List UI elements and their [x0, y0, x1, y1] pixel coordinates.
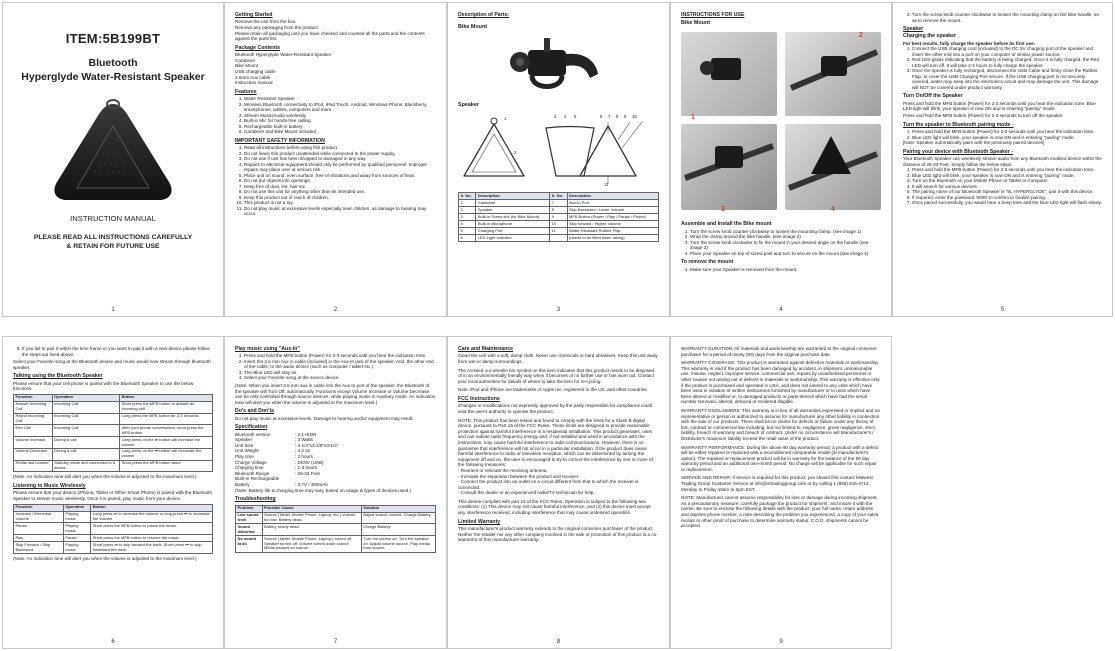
fcc-measures	[458, 468, 659, 496]
cell: Pause	[63, 535, 90, 542]
spec-key: Unit Weight	[235, 448, 259, 454]
step-item: 4. Select your Favorite song at the source device.	[244, 375, 436, 381]
col-header: Operation	[63, 504, 90, 511]
recycling-text: The crossed out wheelie bin symbol on this item indicates that this product needs to be disposed of in an environmentally friendly way when it becomes of no further use or has worn out. Contact your local authorities for details of where to take the item for re-cycling.	[458, 367, 655, 384]
spec-key: Bluetooth version	[235, 431, 271, 437]
page-number: 5	[1000, 307, 1005, 313]
table-row	[14, 460, 213, 472]
cell: MFB Button (Power / Play / Pause / Phone)	[567, 214, 659, 221]
cell: Volume Increase	[14, 437, 53, 449]
callout-10: 10	[632, 114, 637, 120]
page-2	[224, 2, 447, 317]
troubleshooting-heading: Troubleshooting	[235, 496, 276, 503]
cell: Built-in Microphone	[476, 221, 550, 228]
step-item: 4. It will search for various devices.	[912, 184, 1102, 190]
bike-mount-image	[458, 32, 659, 100]
callout-11: 11	[604, 182, 609, 188]
cell: Source (Tablet, Mobile Phone, Laptop, etc.) Volume too low. Battery dead.	[262, 512, 361, 524]
cell: After your phone conversation, short press the MFB button	[120, 425, 213, 437]
warranty-disclaimers: WARRANTY DISCLAIMERS: This warranty is in lieu of all warranties expressed or implied and no representative or person is authorized to assume for manufacturer any other liability in connection with the sale of our products. There shall be no claims for defects or failure under any theory of tort, contract or commercial law including, but not limited to, negligence, gross negligence, strict liability, breach of warranty and breach of contract. Under no circumstance will Manufacturer's / Distributor's maximum liability exceed the retail value of the product.	[681, 407, 880, 441]
spec-key: Built-In Rechargeable	[235, 476, 280, 482]
page-3	[447, 2, 670, 317]
feature-item: 1. Water Resistant Speaker	[244, 96, 436, 102]
table-row	[236, 524, 436, 536]
assemble-heading: Assemble and Install the Bike mount	[681, 221, 772, 228]
table-header-row	[236, 505, 436, 512]
cell: Short press the MFB button twice	[120, 460, 213, 472]
cell: Reject Incoming Call	[14, 413, 53, 425]
callout-2: 2	[514, 150, 517, 156]
charging-intro: For best results, fully charge the speaker before its first use.	[903, 40, 1035, 46]
step-item: 2. Turn the screw knob counter-clockwise to loosen the mounting clamp on the bike handle, so as to remove the mount.	[912, 12, 1102, 23]
warranty-performance: WARRANTY PERFORMANCE: During the above 90 day warranty period, a product with a defect will be either repaired or replaced with a reconditioned comparable model (at manufacturer's option). The repaired or replacement product will be in warranty for the balance of the 90 day warranty period and an additional one-month period. No charge will be applicable for such repair or replacement.	[681, 444, 879, 472]
page-7-content	[235, 346, 436, 630]
table-row	[14, 425, 213, 437]
cell: Incoming Call	[52, 413, 119, 425]
remove-heading: To remove the mount	[681, 259, 734, 266]
spec-value: : 2.1+EDR	[295, 431, 317, 437]
table-row	[236, 536, 436, 553]
getting-started-heading: Getting Started	[235, 12, 273, 18]
callout-9: 9	[624, 114, 627, 120]
page-number: 1	[111, 307, 115, 313]
cell: Low sound level	[236, 512, 263, 524]
cell: 1	[459, 200, 476, 207]
music-note: (Note: An Indication tone will alert you when the volume is adjusted to the maximum level.)	[13, 555, 197, 561]
charging-steps	[903, 46, 1102, 90]
table-row	[14, 401, 213, 413]
cell: 11	[550, 228, 567, 235]
features-list	[235, 96, 436, 135]
step-item: 8. If you fail to pair it within the time frame or you want to pair it with a new device please follow the steps out lined above.	[22, 346, 213, 357]
spec-value: : 3.7V / 300mAh	[295, 482, 328, 488]
table-row	[14, 523, 213, 535]
pair-device-intro: Your Bluetooth Speaker can wirelessly stream audio from any Bluetooth enabled device within the distance of 26-33 Feet. Simply follow the below steps.	[903, 156, 1102, 167]
cell: 7	[550, 200, 567, 207]
trademark-text: Note: iPod and iPhone are trademarks of Apple Inc. registered in the US, and other countries.	[458, 387, 648, 393]
dos-donts-heading: Do's and Don'ts	[235, 408, 275, 415]
step-item: 5. The pairing name of our Bluetooth Speaker is "5L HYPERGLYDE", pair it with this device.	[912, 189, 1102, 195]
shipping-note: NOTE: Manufacturer cannot assume responsibility for loss or damage during incoming shipment. As a precautionary measure, carefully package the product for shipment, and insure it with the carrier. Be sure to enclose the following details with the product: your full name, return address and daytime phone number, a note describing the problem you experienced, a copy of your sales receipt or other proof of purchase to determine warranty status. C.O.D. shipments cannot be accepted.	[681, 495, 879, 529]
cell: Short press the MFB button to answer an incoming call	[120, 401, 213, 413]
page-8	[447, 336, 670, 649]
step-item: 3. Turn the screw knob clockwise to fix the mount in your desired angle on the handle (see image 3)	[690, 240, 881, 251]
step-item: 3. Turn on the Bluetooth on your Mobile Phone or Tablet or Computer.	[912, 178, 1102, 184]
specification-heading: Specification	[235, 424, 268, 431]
cell: Speaker	[476, 207, 550, 214]
bike-mount-label: Bike Mount	[681, 20, 711, 27]
table-row	[236, 512, 436, 524]
page-number: 2	[333, 307, 338, 313]
table-header-row	[14, 394, 213, 401]
onoff-text	[903, 101, 1102, 119]
aux-heading: Play music using "Aux-In"	[235, 346, 300, 352]
feature-item: 3. Stream Music/Audio wirelessly	[244, 113, 436, 119]
cell: Volume Decrease	[14, 448, 53, 460]
safety-item: 8. Do not use this unit for anything other than its intended use.	[244, 189, 436, 195]
care-heading: Care and Maintenance	[458, 346, 514, 352]
warranty-heading: Limited Warranty	[458, 518, 501, 525]
cell: Skip forward / Higher Volume	[567, 221, 659, 228]
contents-item: Bike Mount	[235, 63, 258, 69]
title-line-2: Hyperglyde Water-Resistant Speaker	[21, 71, 205, 83]
pairing-steps-cont	[13, 346, 213, 357]
page-6	[2, 336, 224, 649]
assemble-steps	[681, 229, 881, 257]
page-6-content	[13, 346, 213, 630]
speaker-heading: Speaker	[903, 26, 924, 32]
col-header: Description	[476, 193, 550, 200]
gs-line-3: Please retain all packaging until you have checked and counted all the parts and the contents against the parts list.	[235, 30, 425, 42]
spec-note: (Note: Battery life & charging time may vary, based on usage & types of devices used.)	[235, 487, 412, 493]
image-mark-3: 3	[721, 206, 725, 214]
col-header: Solution	[361, 505, 435, 512]
step-item: 1. Turn the screw knob counter-clockwise to loosen the mounting clamp. (see image 1)	[690, 229, 881, 235]
cell: Aux-In Port	[567, 200, 659, 207]
step-item: 1. Press and hold the MFB button (Power) for 2-3 seconds until you hear the indication tone.	[244, 353, 436, 359]
item-number: ITEM:5B199BT	[65, 31, 161, 46]
cell: Short press the MFB button to resume the music	[91, 535, 213, 542]
step-item: 6. If required, enter the password '0000' to confirm to finalize pairing.	[912, 195, 1102, 201]
cell: End Call	[14, 425, 53, 437]
features-heading: Features	[235, 88, 257, 95]
cell: Long press the MFB button for 2-3 seconds	[120, 413, 213, 425]
page-5-content	[903, 12, 1102, 298]
specification-list	[235, 432, 436, 488]
page-number: 7	[333, 639, 338, 645]
instruction-manual-label: INSTRUCTION MANUAL	[70, 214, 156, 223]
getting-started-text	[235, 19, 436, 41]
warranty-duration: WARRANTY DURATION: All materials and workmanship are warranted to the original consumer purchaser for a period of ninety (90) days from the original purchase date.	[681, 346, 877, 357]
col-header: Button	[120, 394, 213, 401]
measure-item: - Increase the separation between the product and receiver.	[458, 473, 580, 479]
step-item: 2. Insert the 3.5 mm Aux in cable (included) in the Aux-In jack of the speaker. And, the other end of the cable, to the audio device (such as computer / tablet etc.).	[244, 359, 436, 370]
col-header: Function	[14, 394, 53, 401]
pairing-steps	[903, 129, 1102, 140]
page-number: 4	[779, 307, 783, 313]
page-8-content	[458, 346, 659, 630]
cell: Long press on the ⏭ button will increase the volume	[120, 437, 213, 449]
pair-device-steps	[903, 167, 1102, 206]
cell: (needs to be lifted when taking)	[567, 235, 659, 242]
col-header: Problem	[236, 505, 263, 512]
step-item: 1. Connect the USB charging cord (included) to the DC 5V charging port of the speaker and insert the other end into a port on your computer or similar power source.	[912, 46, 1102, 57]
cell: Redial last number	[14, 460, 53, 472]
spec-key: Battery	[235, 482, 250, 488]
step-item: 1. Press and hold the MFB button (Power) for 2-3 seconds until you hear the indication tone.	[912, 167, 1102, 173]
fcc-text-1: Changes or modifications not expressly approved by the party responsible for compliance could void the user's authority to operate the product.	[458, 403, 653, 414]
feature-item: 6. Carabiner and Bike Mount included	[244, 129, 436, 135]
speaker-label: Speaker	[458, 102, 479, 109]
step-item: 1. Make sure your Speaker is removed from the mount.	[690, 267, 881, 273]
col-header: Description	[567, 193, 659, 200]
talking-heading: Talking using the Bluetooth Speaker	[13, 373, 103, 380]
spec-key: Play time	[235, 454, 254, 460]
cell: Battery nearly dead.	[262, 524, 361, 536]
cell: Play	[14, 535, 64, 542]
description-of-parts-heading: Description of Parts:	[458, 12, 510, 18]
cell: Adjust source volume. Charge Battery.	[361, 512, 435, 524]
step-item: 3. Once the speaker is fully recharged, disconnect the USB Cable and firmly close the Rubber Flap, to cover the USB Charging Port secure. If the USB charging port is not securely covered, water may seep into the electronics circuit and may damage the unit. This damage will NOT be covered under product warranty.	[912, 68, 1102, 90]
spec-key: Charge Voltage	[235, 459, 267, 465]
cell: During a call	[52, 448, 119, 460]
cell: Built-in Screw slot (for Bike Mount)	[476, 214, 550, 221]
cell: During a call	[52, 437, 119, 449]
callout-1: 1	[504, 116, 507, 122]
cell: Incoming Call	[52, 425, 119, 437]
spec-key: Charging time	[235, 465, 264, 471]
warranty-text: This manufacturer's product warranty extends to the original consumer purchaser of the product. Neither the retailer nor any other company involved in the sale or promotion of this product is a co-warrantor of this manufacturer warranty.	[458, 526, 658, 543]
music-heading: Listening to Music Wirelessly	[13, 483, 86, 490]
safety-list	[235, 145, 436, 217]
package-contents-list	[235, 52, 436, 86]
feature-item: 5. Rechargeable built-in battery	[244, 124, 436, 130]
fcc-text-3: This device complies with part 15 of the FCC Rules. Operation is subject to the following two conditions: (1) This device may not cause harmful interference, and (2) this device must accept any interference received, including interference that may cause undesired operation.	[458, 498, 651, 516]
safety-item: 6. Do not put objects into openings.	[244, 178, 436, 184]
spec-value: : 1-3 hours	[295, 465, 317, 471]
dos-donts-text: Do not play music at excessive levels. Damage to hearing and/or equipment may result.	[235, 415, 414, 421]
callout-7: 7	[608, 114, 611, 120]
package-contents-heading: Package Contents	[235, 44, 280, 51]
read-line-1: PLEASE READ ALL INSTRUCTIONS CAREFULLY	[33, 234, 193, 241]
table-row	[14, 511, 213, 523]
warranty-coverage: WARRANTY COVERAGE: This product is warranted against defective materials or workmanship. This warranty is void if the product has been damaged by accident, in shipment, unreasonable use, misuse, neglect, improper service, commercial use, repairs by unauthorized personnel or other causes not arising out of defects in materials or workmanship. This warranty is effective only if the product is purchased and operated in USA, and does not extend to any units which have been used in violation of written instructions furnished by manufacturer or to units which have been altered or modified or, to damaged products or parts thereof which have had the serial number removed, altered, defaced or rendered illegible.	[681, 360, 880, 405]
music-table	[13, 504, 213, 554]
cell: Short press ⏭ to skip forward the track. Short press ⏮ to skip backward the track.	[91, 542, 213, 554]
measure-item: - Connect the product into an outlet on a circuit different from that to which the receiver is connected.	[458, 479, 639, 490]
cell: Charging Port	[476, 228, 550, 235]
cell: 9	[550, 214, 567, 221]
music-intro: Please ensure that your device (iPhone, Tablet or Other Smart Phone) is paired with the Bluetooth Speaker to stream music wirelessly. Once it is paired, play music from your device.	[13, 490, 213, 502]
cell: Answer Incoming Call	[14, 401, 53, 413]
product-title	[3, 56, 223, 84]
table-row	[459, 214, 659, 221]
image-mark-4: 4	[831, 206, 835, 214]
cell: Incoming Call	[52, 401, 119, 413]
cell: 3	[459, 214, 476, 221]
measure-item: - Reorient or relocate the receiving antenna.	[458, 467, 548, 473]
page-number: 8	[556, 639, 561, 645]
col-header: Operation	[52, 394, 119, 401]
cell: Turn the source on. Turn the speaker on. Adjust volume source. Play media from source.	[361, 536, 435, 553]
speaker-parts-diagram	[458, 110, 659, 190]
cell: Carabiner	[476, 200, 550, 207]
cell: 8	[550, 207, 567, 214]
contents-item: Carabiner	[235, 57, 256, 63]
mount-photo-shapes	[681, 28, 881, 218]
table-header-row	[459, 193, 659, 200]
page-9	[670, 336, 892, 649]
step-item: 2. Wrap the clamp around the bike handle. (see image 2)	[690, 234, 881, 240]
bike-mount-label: Bike Mount	[458, 24, 488, 31]
safety-item: 7. Keep free of dust, lint, hair etc.	[244, 184, 436, 190]
callout-8: 8	[616, 114, 619, 120]
table-row	[14, 437, 213, 449]
table-row	[14, 448, 213, 460]
cell: 5	[459, 228, 476, 235]
cell: LED Light Indicator	[476, 235, 550, 242]
spec-value: : DC5V (USB)	[295, 459, 324, 465]
cell: Long press ⏭ to increase the volume or long press ⏮ to decrease the volume	[91, 511, 213, 523]
step-item: 3. The Blue LED will stay on.	[244, 370, 436, 376]
image-mark-2: 2	[859, 32, 863, 40]
page-1-cover	[2, 2, 224, 317]
spec-value: : 26-33 Feet	[295, 470, 320, 476]
calls-table	[13, 394, 213, 473]
cell: Long press on the ⏮ button will decrease the volume	[120, 448, 213, 460]
contents-item: Bluetooth Hyperglyde Water-Resistant Speaker	[235, 52, 332, 58]
pair-device-heading: Pairing your device with Bluetooth Speaker -	[903, 148, 1014, 155]
step-item: 2. Blue LED light will blink, your speaker is now ON and is entering "pairing" mode.	[912, 135, 1102, 141]
onoff-para: Press and hold the MFB button (Power) for 2-3 seconds to turn off the speaker.	[903, 113, 1064, 119]
safety-item: 11. Do not play music at excessive levels especially near children, as damage to hearing may occur.	[244, 206, 436, 217]
feature-item: 2. Wireless Bluetooth connectivity to iPod, iPod Touch, Android, Windows Phone, Blackberry, smartphones, tablets, computers and more.	[244, 102, 436, 113]
spec-key: Bluetooth Range	[235, 470, 270, 476]
contents-item: 3.5mm Aux cable	[235, 74, 271, 80]
onoff-para: Press and hold the MFB button (Power) for 2-3 seconds until you hear the indication tone. Blue LED light will blink, your speaker is now ON and is entering "pairing" mode.	[903, 100, 1096, 112]
fcc-text-2: NOTE: This product has been tested and found to comply with the limits for a Class B digital device, pursuant to Part 15 of the FCC Rules. These limits are designed to provide reasonable protection against harmful interference in a residential installation. This product generates, uses and can radiate radio frequency energy and, if not installed and used in accordance with the instructions, may cause harmful interference to radio communications. However, there is no guarantee that interference will not occur in a particular installation. If the product does cause harmful interference to radio or television reception, which can be determined by turning the equipment off and on, the user is encouraged to try to correct the interference by one or more of the following measures:	[458, 417, 653, 468]
col-header: Function	[14, 504, 64, 511]
safety-item: 10. This product is not a toy.	[244, 200, 436, 206]
step-item: 2. Red LED glows indicating that the battery is being charged. Once it is fully charged, the Red LED will turn off. It will take 2-3 hours to fully charge the speaker.	[912, 57, 1102, 68]
parts-table	[458, 192, 659, 242]
page-number: 3	[556, 307, 561, 313]
safety-item: 3. Do not use if unit has been dropped or damaged in any way.	[244, 156, 436, 162]
step-item: 7. Once paired successfully, you would hear a beep tone and the blue LED light will flash slowly.	[912, 200, 1102, 206]
safety-heading: IMPORTANT SAFETY INFORMATION	[235, 137, 325, 144]
contents-item: Instruction manual	[235, 80, 273, 86]
safety-item: 1. Read all instructions before using this product.	[244, 145, 436, 151]
page-3-content	[458, 12, 659, 298]
page-number: 9	[779, 639, 783, 645]
calls-note: (Note: An Indication tone will alert you when the volume is adjusted to the maximum level.)	[13, 474, 197, 480]
cell: Playing music	[63, 511, 90, 523]
remove-steps-cont	[903, 12, 1102, 23]
cell: Playing music	[63, 542, 90, 554]
title-line-1: Bluetooth	[88, 57, 138, 69]
table-row	[459, 235, 659, 242]
col-header: Possible Cause	[262, 505, 361, 512]
speaker-product-image	[43, 96, 183, 206]
page-5	[892, 2, 1113, 317]
safety-item: 4. Repairs to electrical equipment should only be performed by qualified personnel. Improper repairs may place user at serious risk.	[244, 162, 436, 173]
table-row	[14, 413, 213, 425]
feature-item: 4. Built-in Mic for hands-free calling	[244, 118, 436, 124]
cell	[550, 235, 567, 242]
table-row	[459, 228, 659, 235]
image-mark-1: 1	[691, 114, 695, 122]
step-item: 1. Press and hold the MFB button (Power) for 2-3 seconds until you hear the indication tone.	[912, 129, 1102, 135]
cell: Short press the MFB button to pause the music	[91, 523, 213, 535]
gs-line-2: Remove any packaging from the product.	[235, 25, 320, 30]
cell: Increase / Decrease Volume	[14, 511, 64, 523]
page-9-content	[681, 346, 881, 630]
col-header: S. No.	[459, 193, 476, 200]
table-row	[14, 535, 213, 542]
remove-steps	[681, 267, 881, 273]
troubleshooting-table	[235, 505, 436, 553]
talking-intro: Please ensure that your cell phone is paired with the Bluetooth Speaker to use the below functions.	[13, 380, 194, 392]
table-header-row	[14, 504, 213, 511]
aux-note: (Note: When you insert 3.5 mm Aux in cable into the Aux-In port of the speaker, the Bluetooth of the speaker will Turn Off, automatically. Functions except Volume Increase or Volume Decrease can be only controlled through source devices, while playing music in Auxiliary mode. An indication tone will alert you when the volume is adjusted to the maximum level.)	[235, 382, 436, 405]
cell: Charge Battery.	[361, 524, 435, 536]
cell: Playing music	[63, 523, 90, 535]
read-line-2: & RETAIN FOR FUTURE USE	[66, 243, 160, 250]
cell: 6	[459, 235, 476, 242]
cell: 10	[550, 221, 567, 228]
contents-item: USB charging cable	[235, 68, 276, 74]
callout-4: 4	[564, 114, 567, 120]
select-song-text: Select your Favorite song at the Bluetooth device and music would now stream through bluetooth speaker.	[13, 359, 211, 370]
aux-steps	[235, 353, 436, 381]
step-item: 4. Place your Speaker on top of screw post and turn to secure on the mount (see image 4)	[690, 251, 881, 257]
onoff-heading: Turn On/Off the Speaker	[903, 93, 963, 100]
pairing-heading: Turn the speaker to Bluetooth pairing mode -	[903, 121, 1014, 128]
cell: Sound distorted	[236, 524, 263, 536]
col-header: S. No.	[550, 193, 567, 200]
cell: No sound at all	[236, 536, 263, 553]
spec-value: : 3 Watts	[295, 437, 313, 443]
safety-item: 9. Keep this product out of reach of children.	[244, 195, 436, 201]
cell: Skip Backward / Lower Volume	[567, 207, 659, 214]
safety-item: 2. Do not leave this product unattended while connected to the power supply.	[244, 151, 436, 157]
cell: 4	[459, 221, 476, 228]
spec-value: : 4-1/4"x3-1/8"x3-1/4"	[295, 442, 339, 448]
table-row	[14, 542, 213, 554]
page-2-content	[235, 12, 436, 298]
page-4	[670, 2, 892, 317]
spec-key: Unit Size	[235, 442, 254, 448]
measure-item: - Consult the dealer or an experienced radio/TV technician for help.	[458, 490, 595, 496]
callout-3: 3	[554, 114, 557, 120]
service-and-repair: SERVICE AND REPAIR: If service is required for this product, you should first contact Midwest Trading Group Customer Service at info@mtradinggroup.com or by calling 1 (866) 815-4714, Monday to Friday 10am to 6pm EST.	[681, 475, 873, 492]
step-item: 2. Blue LED light will blink, your speaker is now ON and is entering "pairing" mode.	[912, 173, 1102, 179]
cell: Pause	[14, 523, 64, 535]
safety-item: 5. Place unit on sound, even surface, free of vibrations and away from sources of heat.	[244, 173, 436, 179]
spec-value: : 2 hours	[295, 454, 313, 460]
table-row	[459, 221, 659, 228]
callout-6: 6	[600, 114, 603, 120]
page-7	[224, 336, 447, 649]
pairing-note: [Note: Speaker automatically pairs with the previously paired devices]	[903, 140, 1045, 146]
instructions-heading: INSTRUCTIONS FOR USE	[681, 12, 745, 18]
gs-line-1: Remove the unit from the box.	[235, 19, 297, 25]
table-row	[459, 207, 659, 214]
bike-mount-photos	[681, 28, 881, 218]
cell: Standby mode and connected to a device	[52, 460, 119, 472]
col-header: Button	[91, 504, 213, 511]
fcc-heading: FCC Instructions	[458, 395, 500, 402]
spec-value: : 4.2 oz	[295, 448, 311, 454]
page-number: 6	[111, 639, 115, 645]
cell: 2	[459, 207, 476, 214]
cell: Source (Tablet, Mobile Phone, Laptop,) turned off. Speaker turned off. Volume turned down source. Media paused on source.	[262, 536, 361, 553]
read-instructions-notice	[3, 233, 223, 251]
charging-heading: Charging the speaker	[903, 33, 957, 40]
page-4-content	[681, 12, 881, 298]
table-row	[459, 200, 659, 207]
cell: Water-Resistant Rubber Flap	[567, 228, 659, 235]
cell: Skip Forward / Skip Backward	[14, 542, 64, 554]
spec-key: Speaker	[235, 437, 253, 443]
care-text: Clean the unit with a soft, damp cloth. Never use chemicals or hard abrasives. Keep this unit away from wet or damp surroundings.	[458, 353, 658, 364]
callout-5: 5	[574, 114, 577, 120]
